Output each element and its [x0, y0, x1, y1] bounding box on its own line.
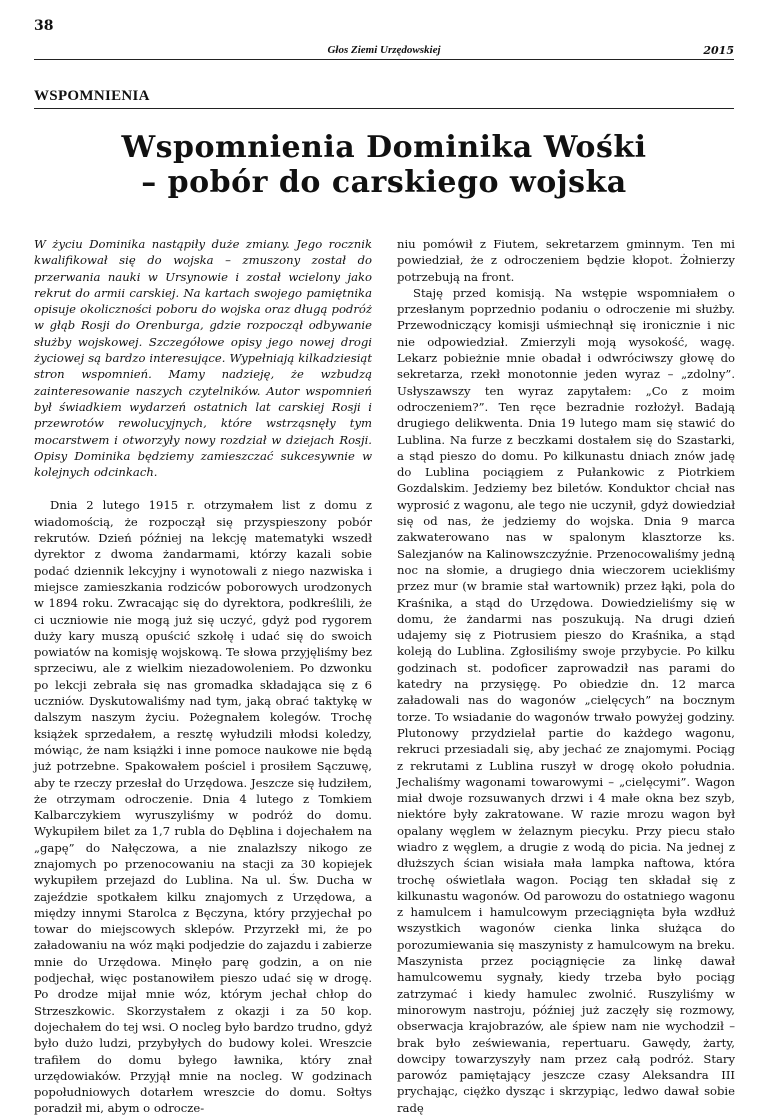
article-lead: W życiu Dominika nastąpiły duże zmiany. Jego rocznik kwalifikował się do wojska – zmuszony został do przerwania nauki w Ursynowie i został wcielony jako rekrut do armii carskiej. Na kartach swojego pamiętnika opisuje okoliczności poboru do wojska oraz długą podróż w głąb Rosji do Orenburga, gdzie rozpoczął odbywanie służby wojskowej. Szczegółowe opisy jego nowej drogi życiowej są bardzo interesujące. Wypełniają kilkadziesiąt stron wspomnień. Mamy nadzieję, że wzbudzą zainteresowanie naszych czytelników. Autor wspomnień był świadkiem wydarzeń ostatnich lat carskiej Rosji i przewrotów rewolucyjnych, które wstrząsnęły tym mocarstwem i otworzyły nowy rozdział w dziejach Rosji. Opisy Dominika będziemy zamieszczać sukcesywnie w kolejnych odcinkach. [34, 237, 372, 480]
page-number: 38 [34, 18, 54, 34]
right-column [397, 236, 735, 1116]
publication-name: Głos Ziemi Urzędowskiej [327, 44, 441, 56]
right-body-paragraph-1: niu pomówił z Fiutem, sekretarzem gminnym. Ten mi powiedział, że z odroczeniem będzie kłopot. Żołnierzy potrzebują na front. [397, 237, 735, 284]
section-label: WSPOMNIENIA [34, 88, 150, 104]
title-line-2: – pobór do carskiego wojska [141, 165, 627, 200]
right-body-paragraph-2: Staję przed komisją. Na wstępie wspomniałem o przesłanym poprzednio podaniu o odroczenie mi służby. Przewodniczący komisji uśmiechnął się ironicznie i nic nie odpowiedział. Zmierzyli moją wysokość, wagę. Lekarz pobieżnie mnie obadał i odwróciwszy głowę do sekretarza, rzekł monotonnie jeden wyraz – „zdolny”. Usłyszawszy ten wyraz zapytałem: „Co z moim odroczeniem?”. Ten ręce bezradnie rozłożył. Badają drugiego delikwenta. Dnia 19 lutego mam się stawić do Lublina. Na furze z beczkami dostałem się do Szastarki, a stąd pieszo do domu. Po kilkunastu dniach znów jadę do Lublina pociągiem z Pułankowic z Piotrkiem Gozdalskim. Jedziemy bez biletów. Konduktor chciał nas wyprosić z wagonu, ale tego nie uczynił, gdyż dowiedział się od nas, że jedziemy do wojska. Dnia 9 marca zakwaterowano nas w spalonym klasztorze ks. Salezjanów na Kalinowszczyźnie. Przenocowaliśmy jedną noc na słomie, a drugiego dnia wieczorem uciekliśmy przez mur (w bramie stał wartownik) przez łąki, pola do Kraśnika, a stąd do Urzędowa. Dowiedzieliśmy się w domu, że żandarmi nas poszukują. Na drugi dzień udajemy się z Piotrusiem pieszo do Kraśnika, a stąd koleją do Lublina. Zgłosiliśmy swoje przybycie. Po kilku godzinach st. podoficer zaprowadził nas parami do katedry na przysięgę. Po obiedzie dn. 12 marca załadowali nas do wagonów „cielęcych” na bocznym torze. To wsiadanie do wagonów trwało powyżej godziny. Plutonowy przydzielał partie do każdego wagonu, rekruci przesiadali się, aby jechać ze znajomymi. Pociąg z rekrutami z Lublina ruszył w drogę około południa. Jechaliśmy wagonami towarowymi – „cielęcymi”. Wagon miał dwoje rozsuwanych drzwi i 4 małe okna bez szyb, niektóre były zakratowane. W razie mrozu wagon był opalany węglem w żelaznym piecyku. Przy piecu stało wiadro z węglem, a drugie z wodą do picia. Na jednej z dłuższych ścian wisiała mała lampka naftowa, która trochę oświetlała wagon. Pociąg ten składał się z kilkunastu wagonów. Od parowozu do ostatniego wagonu z hamulcem i hamulcowym przeciągnięta była wzdłuż wszystkich wagonów cienka linka służąca do porozumiewania się maszynisty z hamulcowym na breku. Maszynista przez pociągnięcie za linkę dawał hamulcowemu sygnały, kiedy trzeba było pociąg zatrzymać i kiedy hamulec zwolnić. Ruszyliśmy w minorowym nastroju, później już zaczęły się rozmowy, obserwacja krajobrazów, ale śpiew nam nie wychodził – brak było zeświewania, repertuaru. Gawędy, żarty, dowcipy towarzyszyły nam przez całą podróż. Stary parowóz pamiętający jeszcze czasy Aleksandra III prychając, ciężko dysząc i skrzypiąc, ledwo dawał sobie radę [397, 285, 735, 1115]
left-body-paragraph: Dnia 2 lutego 1915 r. otrzymałem list z domu z wiadomością, że rozpoczął się przyspieszony pobór rekrutów. Dzień później na lekcję matematyki wszedł dyrektor z dwoma żandarmami, którzy kazali sobie podać dziennik lekcyjny i wynotowali z niego nazwiska i miejsce zamieszkania rodziców poborowych urodzonych w 1894 roku. Zwracając się do dyrektora, podkreślili, że ci uczniowie nie mogą już się uczyć, gdyż pod rygorem duży kary muszą opuścić szkołę i udać się do swoich powiatów na komisję wojskową. Te słowa przyjęliśmy bez sprzeciwu, ale z wielkim niezadowoleniem. Po dzwonku po lekcji zebrała się nas gromadka składająca się z 6 uczniów. Dyskutowaliśmy nad tym, jaką obrać taktykę w dalszym naszym życiu. Pożegnałem kolegów. Trochę książek sprzedałem, a resztę wyłudzili młodsi koledzy, mówiąc, że nam książki i inne pomoce naukowe nie będą już potrzebne. Spakowałem pościel i prosiłem Sączuwę, aby te rzeczy przesłał do Urzędowa. Jeszcze się łudziłem, że otrzymam odroczenie. Dnia 4 lutego z Tomkiem Kalbarczykiem wyruszyliśmy w podróż do domu. Wykupiłem bilet za 1,7 rubla do Dęblina i dojechałem na „gapę” do Nałęczowa, a nie znalazłszy nikogo ze znajomych po przenocowaniu na stacji za 30 kopiejek wykupiłem przejazd do Lublina. Na ul. Św. Ducha w zajeździe spotkałem kilku znajomych z Urzędowa, a między innymi Starolca z Bęczyna, który przyjechał po towar do miejscowych sklepów. Przyrzekł mi, że po załadowaniu na wóz mąki podjedzie do zajazdu i zabierze mnie do Urzędowa. Minęło parę godzin, a on nie podjechał, więc postanowiłem pieszo udać się w drogę. Po drodze mijał mnie wóz, którym jechał chłop do Strzeszkowic. Skorzystałem z okazji i za 50 kop. dojechałem do tej wsi. O nocleg było bardzo trudno, gdyż było dużo ludzi, przybyłych do budowy kolei. Wreszcie trafiłem do domu byłego ławnika, który znał urzędowiaków. Przyjął mnie na nocleg. W godzinach popołudniowych dotarłem wreszcie do domu. Sołtys poradził mi, abym o odrocze- [34, 498, 372, 1116]
left-column [34, 236, 372, 1117]
issue-year: 2015 [703, 44, 734, 57]
header-rule [34, 59, 734, 60]
section-rule [34, 108, 734, 109]
page-header [34, 18, 734, 58]
title-line-1: Wspomnienia Dominika Wośki [121, 130, 647, 165]
article-title [34, 130, 734, 200]
